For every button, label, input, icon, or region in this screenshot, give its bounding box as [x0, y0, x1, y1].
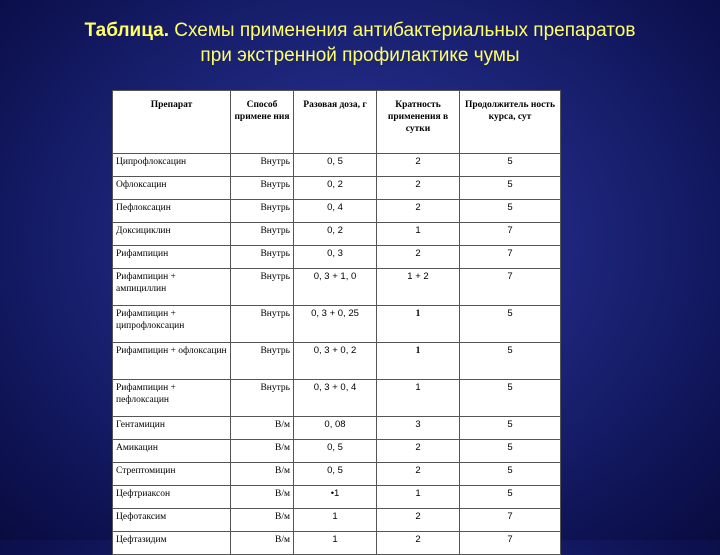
cell-frequency: 1 — [377, 380, 460, 417]
cell-drug: Рифампицин + ампициллин — [113, 269, 231, 306]
cell-drug: Доксициклин — [113, 223, 231, 246]
cell-dose: 0, 3 — [294, 246, 377, 269]
cell-route: Внутрь — [231, 246, 294, 269]
cell-frequency: 1 — [377, 223, 460, 246]
cell-drug: Рифампицин — [113, 246, 231, 269]
table-row — [113, 417, 561, 440]
cell-duration: 5 — [460, 440, 561, 463]
cell-duration: 5 — [460, 154, 561, 177]
cell-dose: 0, 2 — [294, 223, 377, 246]
cell-drug: Цефтриаксон — [113, 486, 231, 509]
cell-dose: •1 — [294, 486, 377, 509]
table-row — [113, 463, 561, 486]
cell-drug: Ципрофлоксацин — [113, 154, 231, 177]
cell-drug: Рифампицин + пефлоксацин — [113, 380, 231, 417]
cell-route: Внутрь — [231, 200, 294, 223]
cell-dose: 0, 3 + 0, 2 — [294, 343, 377, 380]
cell-frequency: 1 — [377, 486, 460, 509]
cell-drug: Рифампицин + ципрофлоксацин — [113, 306, 231, 343]
cell-frequency: 1 — [377, 343, 460, 380]
cell-route: В/м — [231, 463, 294, 486]
cell-drug: Офлоксацин — [113, 177, 231, 200]
cell-frequency: 1 + 2 — [377, 269, 460, 306]
cell-dose: 0, 3 + 0, 4 — [294, 380, 377, 417]
title-line-1 — [20, 18, 700, 43]
cell-route: В/м — [231, 532, 294, 555]
cell-drug: Пефлоксацин — [113, 200, 231, 223]
cell-drug: Цефтазидим — [113, 532, 231, 555]
cell-duration: 5 — [460, 343, 561, 380]
cell-dose: 0, 5 — [294, 440, 377, 463]
cell-duration: 5 — [460, 306, 561, 343]
cell-duration: 7 — [460, 532, 561, 555]
cell-drug: Цефотаксим — [113, 509, 231, 532]
cell-dose: 0, 5 — [294, 154, 377, 177]
cell-drug: Стрептомицин — [113, 463, 231, 486]
cell-dose: 0, 5 — [294, 463, 377, 486]
cell-frequency: 2 — [377, 154, 460, 177]
header-dose: Разовая доза, г — [294, 91, 377, 154]
cell-frequency: 1 — [377, 306, 460, 343]
cell-frequency: 2 — [377, 246, 460, 269]
header-route: Способ примене ния — [231, 91, 294, 154]
cell-drug: Рифампицин + офлоксацин — [113, 343, 231, 380]
cell-duration: 5 — [460, 486, 561, 509]
header-frequency: Кратность применения в сутки — [377, 91, 460, 154]
cell-dose: 0, 3 + 1, 0 — [294, 269, 377, 306]
cell-route: Внутрь — [231, 269, 294, 306]
cell-dose: 1 — [294, 509, 377, 532]
cell-dose: 0, 2 — [294, 177, 377, 200]
title-text-1: Схемы применения антибактериальных препаратов — [169, 20, 636, 41]
cell-duration: 5 — [460, 463, 561, 486]
cell-route: Внутрь — [231, 223, 294, 246]
table-row — [113, 486, 561, 509]
cell-frequency: 2 — [377, 532, 460, 555]
table-row — [113, 380, 561, 417]
table-row — [113, 246, 561, 269]
table-row — [113, 306, 561, 343]
cell-frequency: 2 — [377, 463, 460, 486]
cell-duration: 5 — [460, 417, 561, 440]
table-row — [113, 440, 561, 463]
regimen-table-container — [112, 90, 560, 555]
table-row — [113, 200, 561, 223]
cell-route: В/м — [231, 440, 294, 463]
table-header-row — [113, 91, 561, 154]
table-row — [113, 177, 561, 200]
table-row — [113, 343, 561, 380]
table-row — [113, 269, 561, 306]
cell-frequency: 2 — [377, 177, 460, 200]
cell-duration: 7 — [460, 269, 561, 306]
cell-route: В/м — [231, 486, 294, 509]
cell-duration: 5 — [460, 200, 561, 223]
cell-route: В/м — [231, 417, 294, 440]
cell-drug: Амикацин — [113, 440, 231, 463]
header-duration: Продолжитель ность курса, сут — [460, 91, 561, 154]
cell-frequency: 2 — [377, 440, 460, 463]
cell-frequency: 3 — [377, 417, 460, 440]
table-row — [113, 154, 561, 177]
cell-duration: 5 — [460, 380, 561, 417]
table-row — [113, 509, 561, 532]
cell-drug: Гентамицин — [113, 417, 231, 440]
cell-route: Внутрь — [231, 177, 294, 200]
regimen-table — [112, 90, 561, 555]
cell-dose: 0, 3 + 0, 25 — [294, 306, 377, 343]
table-row — [113, 223, 561, 246]
cell-route: Внутрь — [231, 380, 294, 417]
cell-route: Внутрь — [231, 343, 294, 380]
cell-route: Внутрь — [231, 154, 294, 177]
table-row — [113, 532, 561, 555]
cell-route: Внутрь — [231, 306, 294, 343]
cell-duration: 7 — [460, 509, 561, 532]
header-drug: Препарат — [113, 91, 231, 154]
cell-dose: 0, 08 — [294, 417, 377, 440]
cell-duration: 7 — [460, 246, 561, 269]
title-label: Таблица. — [84, 20, 169, 41]
cell-frequency: 2 — [377, 509, 460, 532]
cell-duration: 7 — [460, 223, 561, 246]
cell-route: В/м — [231, 509, 294, 532]
cell-duration: 5 — [460, 177, 561, 200]
title-line-2: при экстренной профилактике чумы — [200, 45, 520, 66]
cell-dose: 1 — [294, 532, 377, 555]
cell-frequency: 2 — [377, 200, 460, 223]
slide-title — [20, 18, 700, 68]
cell-dose: 0, 4 — [294, 200, 377, 223]
